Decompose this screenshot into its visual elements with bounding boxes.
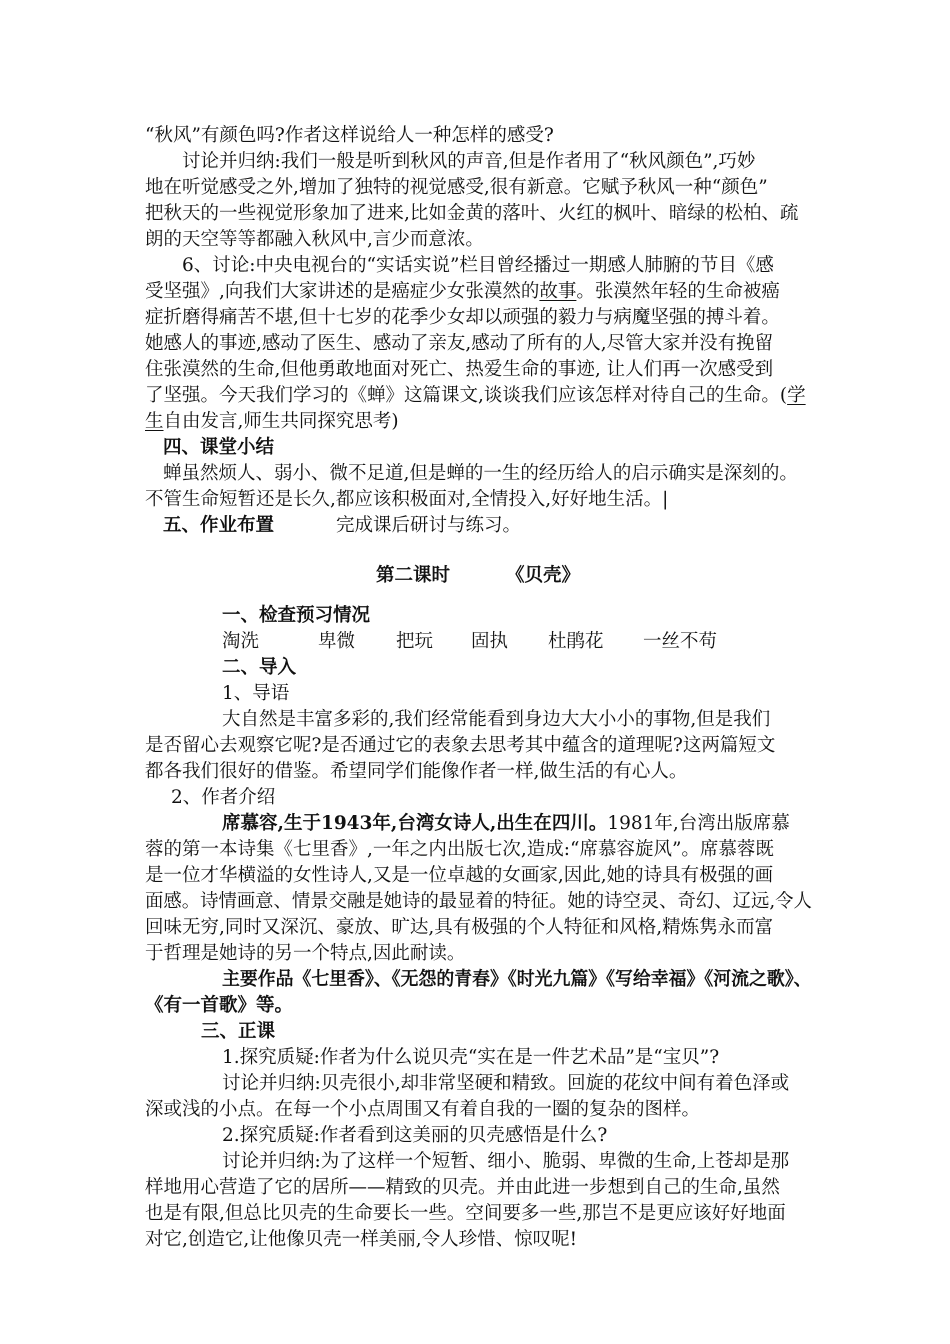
text-line: 把秋天的一些视觉形象加了进来,比如金黄的落叶、火红的枫叶、暗绿的松柏、疏 <box>145 203 799 224</box>
text-line: 她感人的事迹,感动了医生、感动了亲友,感动了所有的人,尽管大家并没有挽留 <box>145 333 774 354</box>
vocab-word: 把玩 <box>396 631 434 652</box>
text-line: 深或浅的小点。在每一个小点周围又有着自我的一圈的复杂的图样。 <box>145 1099 701 1120</box>
underlined-text: 学 <box>787 385 806 406</box>
section-heading: 二、导入 <box>222 657 297 678</box>
text-line: 对它,创造它,让他像贝壳一样美丽,令人珍惜、惊叹呢! <box>145 1229 578 1250</box>
text-line: 于哲理是她诗的另一个特点,因此耐读。 <box>145 943 466 964</box>
text-line: 完成课后研讨与练习。 <box>336 515 522 536</box>
text-line <box>222 811 790 837</box>
text-span: 自由发言,师生共同探究思考) <box>163 411 399 432</box>
text-line: 2.探究质疑:作者看到这美丽的贝壳感悟是什么? <box>222 1125 608 1146</box>
text-line: 讨论并归纳:贝壳很小,却非常坚硬和精致。回旋的花纹中间有着色泽或 <box>222 1073 790 1094</box>
text-line: 讨论并归纳:我们一般是听到秋风的声音,但是作者用了“秋风颜色”,巧妙 <box>182 151 756 172</box>
text-line: 大自然是丰富多彩的,我们经常能看到身边大大小小的事物,但是我们 <box>222 709 771 730</box>
text-line: 症折磨得痛苦不堪,但十七岁的花季少女却以顽强的毅力与病魔坚强的搏斗着。 <box>145 307 780 328</box>
text-line: 不管生命短暂还是长久,都应该积极面对,全情投入,好好地生活。| <box>145 489 669 510</box>
text-line: 1.探究质疑:作者为什么说贝壳“实在是一件艺术品”是“宝贝”? <box>222 1047 720 1068</box>
section-heading: 三、正课 <box>201 1021 276 1042</box>
lesson-title: 《贝壳》 <box>506 565 581 586</box>
bold-text: 《有一首歌》等。 <box>145 995 294 1016</box>
text-line: 住张漠然的生命,但他勇敢地面对死亡、热爱生命的事迹, 让人们再一次感受到 <box>145 359 774 380</box>
text-span: 受坚强》,向我们大家讲述的是癌症少女张漠然的 <box>145 281 540 302</box>
text-line <box>145 279 780 305</box>
vocab-word: 淘洗 <box>222 631 260 652</box>
text-span: 1981年,台湾出版席慕 <box>607 813 790 834</box>
bold-text: 主要作品《七里香》、《无怨的青春》《时光九篇》《写给幸福》《河流之歌》、 <box>222 969 812 990</box>
vocab-word: 固执 <box>471 631 509 652</box>
text-line <box>145 409 399 435</box>
text-line <box>145 383 806 409</box>
text-line: 2、作者介绍 <box>171 787 276 808</box>
bold-text: 席慕容,生于1943年,台湾女诗人,出生在四川。 <box>222 813 608 834</box>
section-heading: 一、检查预习情况 <box>222 605 371 626</box>
underlined-text: 故事 <box>539 281 577 302</box>
vocab-word: 卑微 <box>318 631 356 652</box>
text-line: 都各我们很好的借鉴。希望同学们能像作者一样,做生活的有心人。 <box>145 761 688 782</box>
lesson-title: 第二课时 <box>376 565 451 586</box>
text-line: 是否留心去观察它呢?是否通过它的表象去思考其中蕴含的道理呢?这两篇短文 <box>145 735 776 756</box>
text-line: 讨论并归纳:为了这样一个短暂、细小、脆弱、卑微的生命,上苍却是那 <box>222 1151 790 1172</box>
vocab-word: 杜鹃花 <box>548 631 604 652</box>
text-line: 蝉虽然烦人、弱小、微不足道,但是蝉的一生的经历给人的启示确实是深刻的。 <box>163 463 798 484</box>
text-line: 回味无穷,同时又深沉、豪放、旷达,具有极强的个人特征和风格,精炼隽永而富 <box>145 917 774 938</box>
text-line: 朗的天空等等都融入秋风中,言少而意浓。 <box>145 229 484 250</box>
underlined-text: 生 <box>145 411 164 432</box>
section-heading: 四、课堂小结 <box>163 437 275 458</box>
text-span: 。张漠然年轻的生命被癌 <box>576 281 780 302</box>
text-span: 了坚强。今天我们学习的《蝉》这篇课文,谈谈我们应该怎样对待自己的生命。( <box>145 385 788 406</box>
section-heading: 五、作业布置 <box>163 515 275 536</box>
text-line: 1、导语 <box>222 683 290 704</box>
text-line: “秋风”有颜色吗?作者这样说给人一种怎样的感受? <box>145 125 554 146</box>
vocab-word: 一丝不苟 <box>643 631 718 652</box>
text-line: 也是有限,但总比贝壳的生命要长一些。空间要多一些,那岂不是更应该好好地面 <box>145 1203 786 1224</box>
text-line: 地在听觉感受之外,增加了独特的视觉感受,很有新意。它赋予秋风一种“颜色” <box>145 177 768 198</box>
text-line: 蓉的第一本诗集《七里香》,一年之内出版七次,造成:“席慕容旋风”。席慕蓉既 <box>145 839 774 860</box>
text-line: 是一位才华横溢的女性诗人,又是一位卓越的女画家,因此,她的诗具有极强的画 <box>145 865 774 886</box>
text-line: 6、讨论:中央电视台的“实话实说”栏目曾经播过一期感人肺腑的节目《感 <box>182 255 774 276</box>
text-line: 样地用心营造了它的居所——精致的贝壳。并由此进一步想到自己的生命,虽然 <box>145 1177 780 1198</box>
text-line: 面感。诗情画意、情景交融是她诗的最显着的特征。她的诗空灵、奇幻、辽远,令人 <box>145 891 812 912</box>
